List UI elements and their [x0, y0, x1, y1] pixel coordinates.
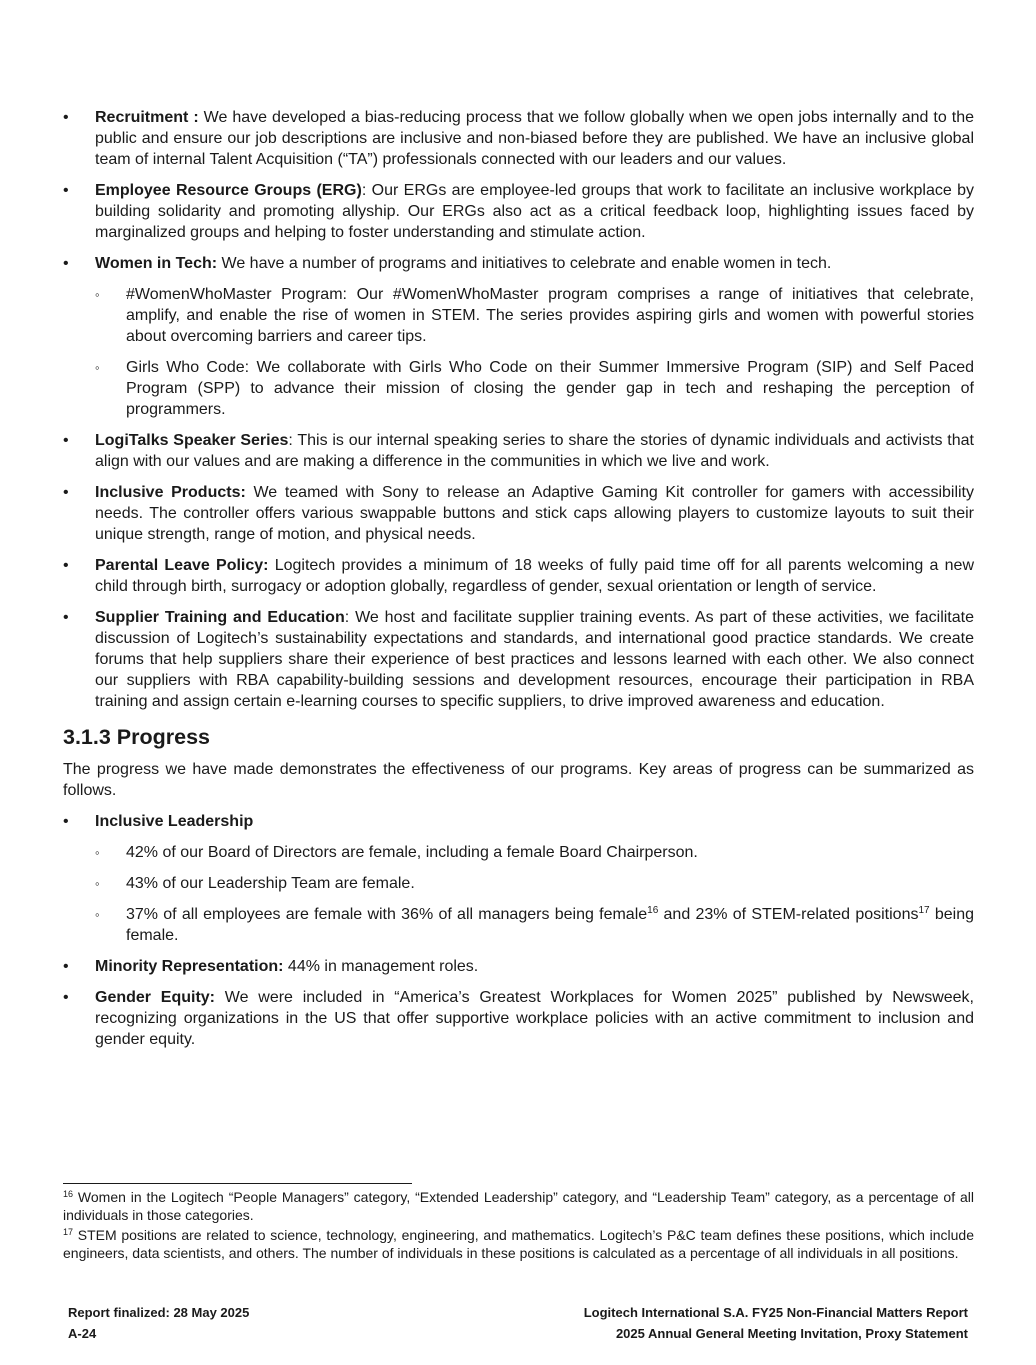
bullet-gender-equity: [63, 987, 974, 1050]
bullet-title: Employee Resource Groups (ERG): [95, 182, 362, 199]
sub-bullet-text: #WomenWhoMaster Program: Our #WomenWhoMaster program comprises a range of initiatives that celebrate, amplify, and enable the rise of women in STEM. The series provides aspiring girls and women with powerful stories about overcoming barriers and career tips.: [126, 286, 974, 345]
bullet-text: We were included in “America’s Greatest Workplaces for Women 2025” published by Newsweek, recognizing organizations in the US that offer supportive workplace policies with an active commitment to inclusion and gender equity.: [95, 989, 974, 1048]
page-footer: [68, 1302, 968, 1344]
bullet-marker: •: [63, 484, 69, 501]
bullet-title: Supplier Training and Education: [95, 609, 345, 626]
sub-bullet-text: Girls Who Code: We collaborate with Girls Who Code on their Summer Immersive Program (SIP) and Self Paced Program (SPP) to advance their mission of closing the gender gap in tech and reshaping the perception of programmers.: [126, 359, 974, 418]
section-heading: 3.1.3 Progress: [63, 725, 211, 749]
report-title: Logitech International S.A. FY25 Non-Financial Matters Report: [583, 1305, 968, 1320]
bullet-text: We teamed with Sony to release an Adaptive Gaming Kit controller for gamers with accessibility needs. The controller offers various swappable buttons and stick caps allowing players to customize layouts to suit their unique strength, range of motion, and physical needs.: [95, 484, 975, 543]
sub-bullet-leadership-team: [94, 873, 974, 894]
footnote-number: 16: [63, 1189, 74, 1199]
report-finalized-date: Report finalized: 28 May 2025: [68, 1305, 250, 1320]
footnote-number: 17: [63, 1227, 74, 1237]
sub-bullet-text: 43% of our Leadership Team are female.: [126, 875, 415, 892]
sub-bullet-marker: ◦: [95, 845, 100, 860]
bullet-marker: •: [63, 557, 69, 574]
bullet-marker: •: [63, 109, 69, 126]
footnote-17: [63, 1226, 974, 1262]
bullet-erg: [63, 180, 974, 243]
bullet-minority-representation: [63, 956, 974, 977]
bullet-title: Inclusive Leadership: [95, 813, 254, 830]
bullet-title: Women in Tech:: [95, 255, 218, 272]
bullet-title: Parental Leave Policy:: [95, 557, 269, 574]
bullet-inclusive-leadership: [63, 811, 974, 832]
footnote-ref-17[interactable]: 17: [918, 905, 930, 916]
bullet-recruitment: [63, 107, 974, 170]
bullet-title: Minority Representation:: [95, 958, 284, 975]
intro-text: The progress we have made demonstrates the effectiveness of our programs. Key areas of progress can be summarized as follows.: [63, 761, 974, 799]
sub-bullet-marker: ◦: [95, 360, 100, 375]
footnote-text: STEM positions are related to science, technology, engineering, and mathematics. Logitech’s P&C team defines these positions, which include engineers, data scientists, and others. The number of individuals in these positions is calculated as a percentage of all individuals in all positions.: [63, 1227, 974, 1261]
bullet-marker: •: [63, 255, 69, 272]
bullet-text: 44% in management roles.: [283, 958, 479, 975]
bullet-text: : This is our internal speaking series to share the stories of dynamic individuals and activists that align with our values and are making a difference in the communities in which we live and work.: [95, 432, 974, 470]
progress-intro: [63, 759, 974, 801]
bullet-title: Inclusive Products:: [95, 484, 246, 501]
footnotes: [63, 1188, 974, 1264]
sub-bullet-employees: [94, 904, 974, 946]
sub-bullet-text: 42% of our Board of Directors are female, including a female Board Chairperson.: [126, 844, 698, 861]
bullet-title: LogiTalks Speaker Series: [95, 432, 289, 449]
sub-bullet-marker: ◦: [95, 287, 100, 302]
bullet-marker: •: [63, 958, 69, 975]
bullet-title: Recruitment :: [95, 109, 199, 126]
bullet-marker: •: [63, 609, 69, 626]
bullet-marker: •: [63, 989, 69, 1006]
bullet-text: : Our ERGs are employee-led groups that work to facilitate an inclusive workplace by building solidarity and promoting allyship. Our ERGs also act as a critical feedback loop, highlighting issues faced by marginalized groups and helping to foster understanding and stimulate action.: [95, 182, 974, 241]
bullet-title: Gender Equity:: [95, 989, 216, 1006]
bullet-parental-leave: [63, 555, 974, 597]
main-content: [63, 107, 974, 1060]
sub-bullet-marker: ◦: [95, 907, 100, 922]
bullet-women-in-tech: [63, 253, 974, 274]
footnote-divider: [63, 1183, 412, 1184]
bullet-text: We have developed a bias-reducing process that we follow globally when we open jobs internally and to the public and ensure our job descriptions are inclusive and non-biased before they are published. We have an inclusive global team of internal Talent Acquisition (“TA”) professionals connected with our leaders and our values.: [95, 109, 974, 168]
meeting-title: 2025 Annual General Meeting Invitation, Proxy Statement: [615, 1326, 968, 1341]
bullet-marker: •: [63, 813, 69, 830]
bullet-inclusive-products: [63, 482, 974, 545]
sub-bullet-girls-who-code: [94, 357, 974, 420]
page-number: A-24: [68, 1326, 97, 1341]
footnote-text: Women in the Logitech “People Managers” category, “Extended Leadership” category, and “Leadership Team” category, as a percentage of all individuals in those categories.: [63, 1189, 974, 1223]
footnote-ref-16[interactable]: 16: [647, 905, 659, 916]
sub-bullet-marker: ◦: [95, 876, 100, 891]
bullet-text: : We host and facilitate supplier training events. As part of these activities, we facilitate discussion of Logitech’s sustainability expectations and standards, and international good practice standards. We create forums that help suppliers share their experience of best practices and lessons learned with each other. We also connect our suppliers with RBA capability-building sessions and development resources, encourage their participation in RBA training and assign certain e-learning courses to specific suppliers, to drive improved awareness and education.: [95, 609, 974, 710]
footnote-16: [63, 1188, 974, 1224]
bullet-logitalks: [63, 430, 974, 472]
sub-bullet-text-cont: and 23% of STEM-related positions: [658, 906, 919, 923]
bullet-marker: •: [63, 182, 69, 199]
bullet-text: Logitech provides a minimum of 18 weeks of fully paid time off for all parents welcoming a new child through birth, surrogacy or adoption globally, regardless of gender, sexual orientation or length of service.: [95, 557, 975, 595]
bullet-marker: •: [63, 432, 69, 449]
sub-bullet-text: 37% of all employees are female with 36% of all managers being female: [126, 906, 648, 923]
sub-bullet-women-who-master: [94, 284, 974, 347]
bullet-supplier-training: [63, 607, 974, 712]
sub-bullet-board: [94, 842, 974, 863]
bullet-text: We have a number of programs and initiatives to celebrate and enable women in tech.: [217, 255, 832, 272]
sub-bullet-text-end: being female.: [126, 906, 974, 944]
